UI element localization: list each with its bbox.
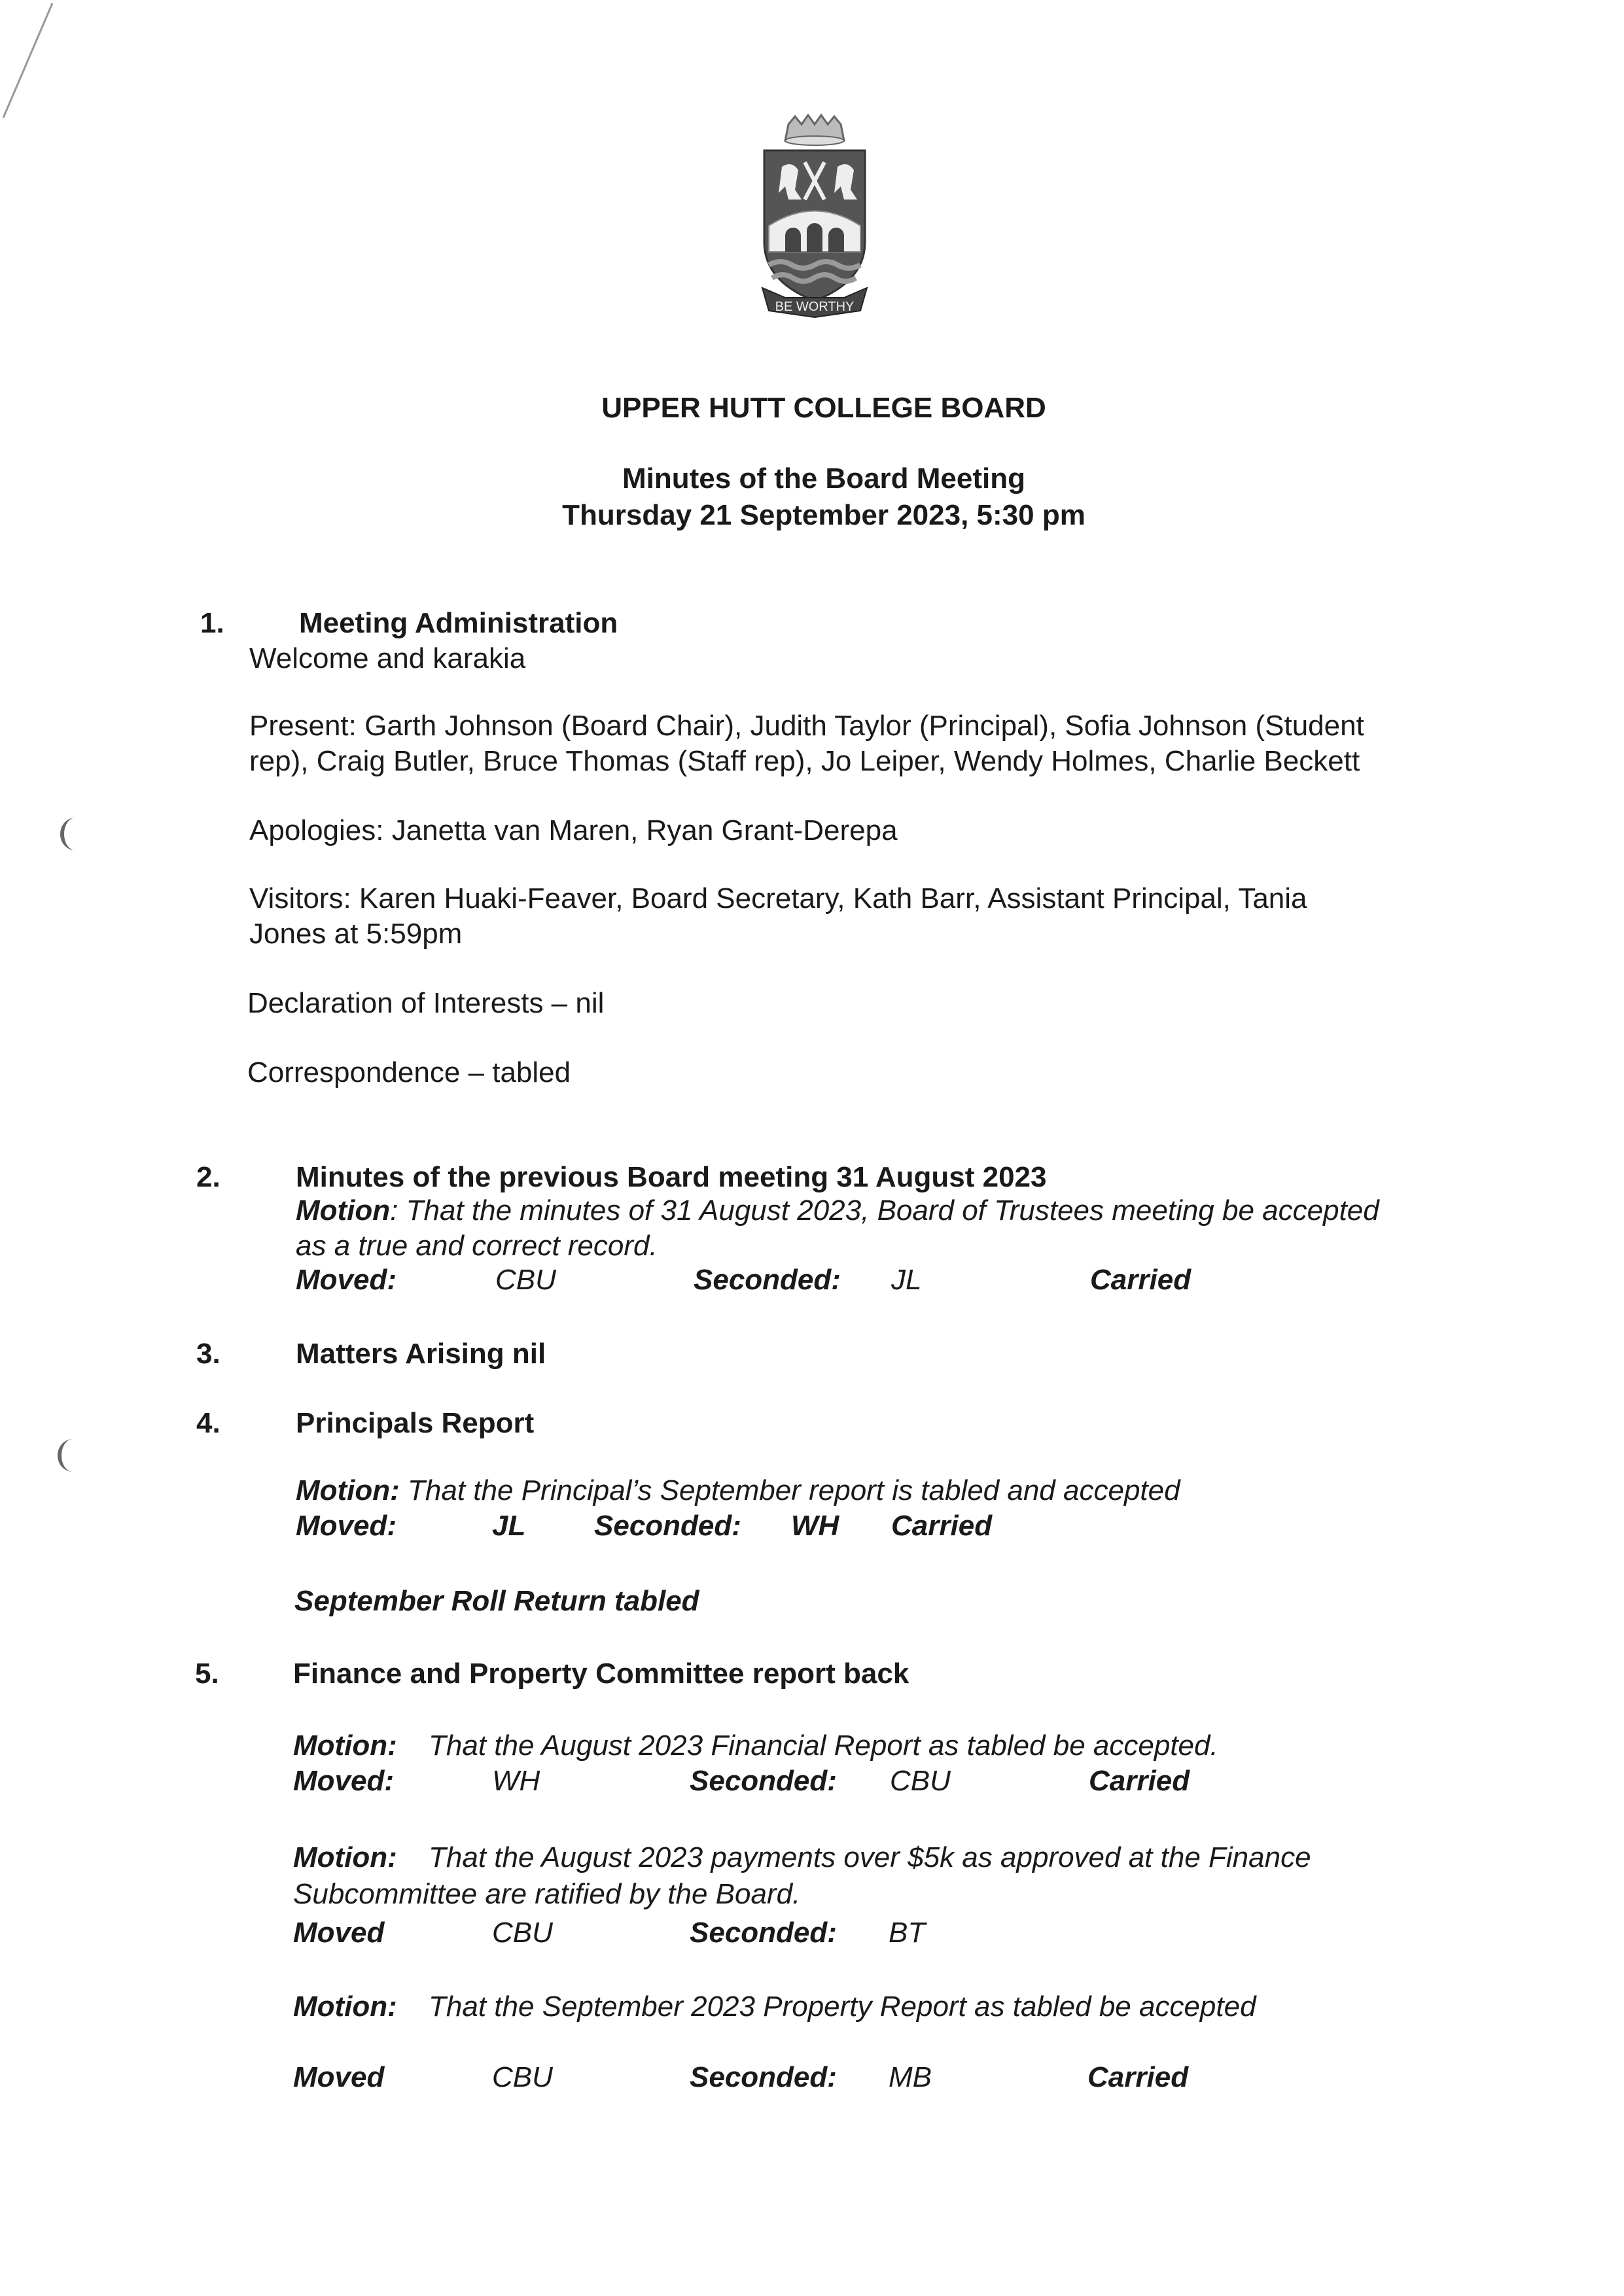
- seconded-label: Seconded:: [690, 1917, 837, 1949]
- item-heading: Finance and Property Committee report back: [293, 1658, 909, 1690]
- motion-result: Carried: [891, 1510, 993, 1542]
- motion-text: [296, 1193, 1379, 1228]
- motion-text: as a true and correct record.: [296, 1230, 658, 1262]
- motion-text: That the September 2023 Property Report as tabled be accepted: [429, 1991, 1256, 2023]
- item-heading: Minutes of the previous Board meeting 31 August 2023: [296, 1161, 1047, 1193]
- motion-label: Motion:: [296, 1474, 400, 1506]
- seconded-label: Seconded:: [690, 1765, 837, 1797]
- seconded-by: MB: [889, 2061, 932, 2093]
- visitors-text: Jones at 5:59pm: [249, 918, 463, 950]
- college-crest-logo: [739, 111, 890, 327]
- moved-by: CBU: [492, 2061, 553, 2093]
- apologies-text: Apologies: Janetta van Maren, Ryan Grant-Derepa: [249, 814, 898, 846]
- seconded-label: Seconded:: [594, 1510, 741, 1542]
- seconded-label: Seconded:: [694, 1264, 841, 1296]
- item-number: 2.: [196, 1161, 221, 1193]
- motion-result: Carried: [1090, 1264, 1192, 1296]
- motion-result: Carried: [1087, 2061, 1189, 2093]
- item-heading: Matters Arising nil: [296, 1338, 546, 1370]
- roll-return-note: September Roll Return tabled: [294, 1585, 699, 1617]
- motion-body: : That the minutes of 31 August 2023, Board of Trustees meeting be accepted: [390, 1194, 1379, 1226]
- item-number: 3.: [196, 1338, 221, 1370]
- moved-by: WH: [492, 1765, 540, 1797]
- motion-label: Motion:: [293, 1730, 397, 1762]
- motion-label: Motion: [296, 1194, 391, 1226]
- motion-label: Motion:: [293, 1841, 397, 1873]
- seconded-label: Seconded:: [690, 2061, 837, 2093]
- moved-by: JL: [492, 1510, 526, 1542]
- visitors-text: Visitors: Karen Huaki-Feaver, Board Secretary, Kath Barr, Assistant Principal, Tania: [249, 882, 1307, 914]
- scan-mark: [0, 0, 65, 131]
- item-number: 5.: [195, 1658, 219, 1690]
- moved-label: Moved:: [293, 1765, 394, 1797]
- meeting-date: Thursday 21 September 2023, 5:30 pm: [562, 499, 1086, 531]
- crest-motto: BE WORTHY: [775, 300, 855, 314]
- moved-by: CBU: [492, 1917, 553, 1949]
- item-number: 1.: [200, 607, 224, 639]
- seconded-by: WH: [791, 1510, 839, 1542]
- document-title: Minutes of the Board Meeting: [622, 462, 1025, 495]
- moved-label: Moved: [293, 1917, 385, 1949]
- motion-result: Carried: [1089, 1765, 1190, 1797]
- motion-label: Motion:: [293, 1991, 397, 2023]
- motion-text: That the August 2023 Financial Report as tabled be accepted.: [429, 1730, 1218, 1762]
- declaration-text: Declaration of Interests – nil: [247, 987, 605, 1019]
- motion-text: [296, 1473, 1180, 1508]
- motion-text: That the August 2023 payments over $5k as approved at the Finance: [429, 1841, 1311, 1873]
- moved-by: CBU: [495, 1264, 556, 1296]
- motion-text: Subcommittee are ratified by the Board.: [293, 1878, 801, 1910]
- punch-hole: [60, 818, 90, 850]
- moved-label: Moved: [293, 2061, 385, 2093]
- punch-hole: [58, 1439, 88, 1472]
- welcome-text: Welcome and karakia: [249, 642, 526, 674]
- item-number: 4.: [196, 1407, 221, 1439]
- seconded-by: BT: [889, 1917, 926, 1949]
- moved-label: Moved:: [296, 1510, 397, 1542]
- seconded-by: CBU: [890, 1765, 951, 1797]
- motion-body: That the Principal’s September report is tabled and accepted: [399, 1474, 1180, 1506]
- seconded-by: JL: [891, 1264, 922, 1296]
- moved-label: Moved:: [296, 1264, 397, 1296]
- present-text: Present: Garth Johnson (Board Chair), Judith Taylor (Principal), Sofia Johnson (Student: [249, 710, 1364, 742]
- organisation-title: UPPER HUTT COLLEGE BOARD: [601, 392, 1046, 424]
- item-heading: Principals Report: [296, 1407, 535, 1439]
- present-text: rep), Craig Butler, Bruce Thomas (Staff rep), Jo Leiper, Wendy Holmes, Charlie Beckett: [249, 745, 1360, 777]
- correspondence-text: Correspondence – tabled: [247, 1056, 571, 1088]
- item-heading: Meeting Administration: [299, 607, 618, 639]
